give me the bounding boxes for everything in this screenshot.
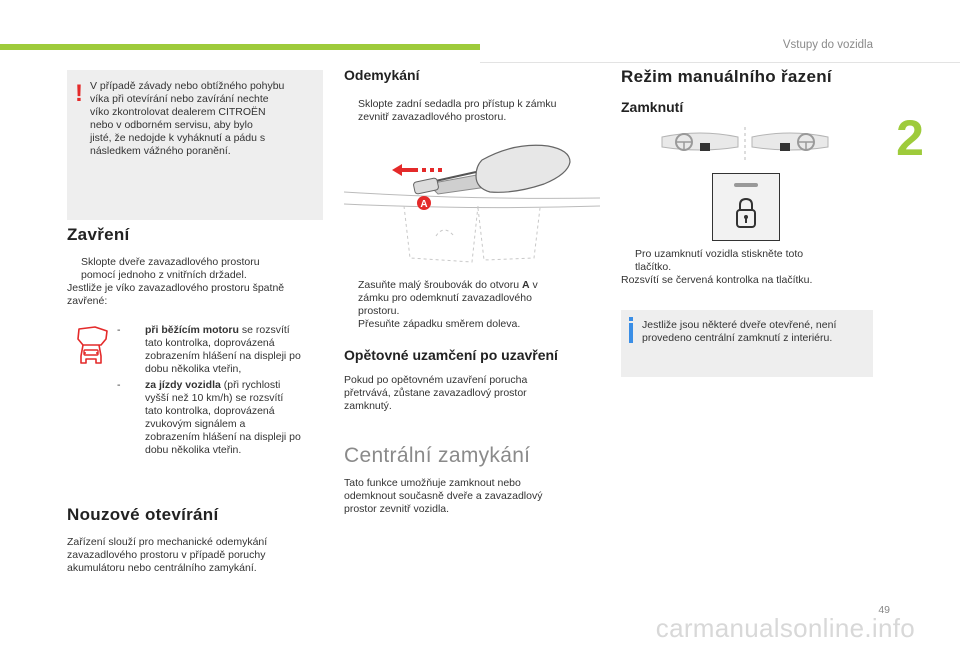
label-a: A (420, 199, 428, 210)
lock-button-led (734, 183, 758, 187)
closing-text: Sklopte dveře zavazadlového prostoru pomocí jednoho z vnitřních držadel. Jestliže je víko zavazadlového prostoru špatně zavřené: (67, 256, 285, 307)
lock-button[interactable] (712, 173, 780, 241)
padlock-icon (734, 196, 758, 230)
manual-mode-text: Pro uzamknutí vozidla stiskněte toto tlačítko. Rozsvítí se červená kontrolka na tlačítku. (621, 248, 813, 286)
header-accent-bar (0, 44, 480, 50)
central-locking-title: Centrální zamykání (344, 444, 531, 467)
unlocking-text: Sklopte zadní sedadla pro přístup k zámku zevnitř zavazadlového prostoru. (358, 98, 557, 123)
relocking-title: Opětovné uzamčení po uzavření (344, 347, 558, 363)
car-open-trunk-warning-icon (73, 323, 109, 367)
page-number: 49 (878, 604, 890, 616)
section-title: Vstupy do vozidla (782, 39, 873, 51)
exclamation-icon: ! (75, 80, 83, 107)
screwdriver-illustration (344, 140, 600, 268)
locking-subtitle: Zamknutí (621, 99, 684, 115)
chapter-number: 2 (896, 110, 924, 166)
emergency-text: Zařízení slouží pro mechanické odemykání zavazadlového prostoru v případě poruchy akumulátoru nebo centrálního zamykání. (67, 536, 268, 574)
header-divider (480, 62, 960, 63)
warning-box (67, 70, 323, 220)
info-text: Jestliže jsou některé dveře otevřené, není provedeno centrální zamknutí z interiéru. (642, 319, 837, 344)
unlocking-steps: Zasuňte malý šroubovák do otvoru A v zámku pro odemknutí zavazadlového prostoru. Přesuňte západku směrem doleva. (358, 279, 538, 330)
emergency-title: Nouzové otevírání (67, 505, 219, 524)
warning-text: V případě závady nebo obtížného pohybu víka při otevírání nebo zavírání nechte víko zkontrolovat dealerem CITROËN nebo v odborném servisu, aby bylo jisté, že nedojde k vyháknutí a pádu s následkem vážného poranění. (90, 80, 285, 157)
info-box (621, 310, 873, 377)
unlocking-title: Odemykání (344, 67, 420, 83)
relocking-text: Pokud po opětovném uzavření porucha přetrvává, zůstane zavazadlový prostor zamknutý. (344, 374, 528, 412)
closing-title: Zavření (67, 225, 130, 244)
manual-mode-title: Režim manuálního řazení (621, 67, 832, 86)
central-locking-text: Tato funkce umožňuje zamknout nebo odemknout současně dveře a zavazadlový prostor zevnitř vozidla. (344, 477, 543, 515)
watermark: carmanualsonline.info (655, 613, 915, 643)
info-icon (629, 316, 633, 344)
dashboard-steering-illustration (660, 127, 830, 163)
